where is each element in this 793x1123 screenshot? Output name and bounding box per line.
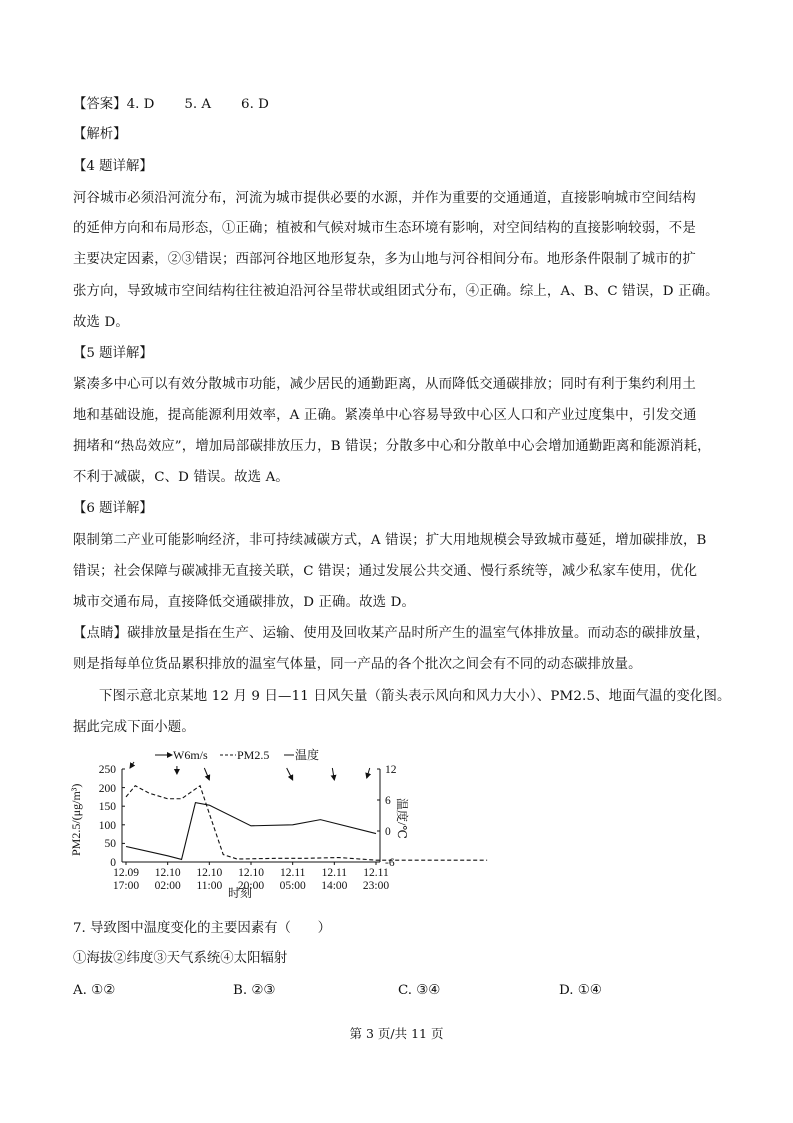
q7-stem: 7. 导致图中温度变化的主要因素有（ ） xyxy=(73,921,332,936)
q4-line-5: 故选 D。 xyxy=(73,315,129,330)
answer-5: 5. A xyxy=(184,97,212,112)
q4-line-2: 的延伸方向和布局形态，①正确；植被和气候对城市生态环境有影响，对空间结构的直接影响较弱，不是 xyxy=(73,221,696,236)
wind-arrow xyxy=(287,768,293,780)
plot-layer xyxy=(113,762,487,892)
y-right-tick-neg6: -6 xyxy=(385,857,395,869)
legend-temp-label: 温度 xyxy=(295,748,320,762)
q5-line-1: 紧凑多中心可以有效分散城市功能，减少居民的通勤距离，从而降低交通碳排放；同时有利于集约利用土 xyxy=(73,377,696,392)
page-footer: 第 3 页/共 11 页 xyxy=(349,1026,444,1041)
q4-line-3: 主要决定因素，②③错误；西部河谷地区地形复杂，多为山地与河谷相间分布。地形条件限制了城市的扩 xyxy=(73,252,696,267)
wind-arrow xyxy=(130,762,134,768)
option-c: C. ③④ xyxy=(398,983,441,998)
option-a: A. ①② xyxy=(73,983,116,998)
y-right-tick-0: 0 xyxy=(385,826,391,838)
x-tick-label-date: 12.09 xyxy=(113,867,139,879)
x-tick-label-time: 23:00 xyxy=(362,880,390,892)
x-tick-label-time: 20:00 xyxy=(237,880,265,892)
y-left-tick-250: 250 xyxy=(98,764,116,776)
pm25-series-line xyxy=(126,786,487,860)
intro-line-2: 据此完成下面小题。 xyxy=(73,720,195,735)
q6-line-1: 限制第二产业可能影响经济，非可持续减碳方式，A 错误；扩大用地规模会导致城市蔓延，增加碳排放，B xyxy=(73,533,707,548)
x-tick-label-date: 12.11 xyxy=(363,867,389,879)
option-b: B. ②③ xyxy=(233,983,276,998)
x-axis-label: 时刻 xyxy=(227,886,253,900)
y-left-tick-100: 100 xyxy=(98,820,116,832)
q5-line-2: 地和基础设施，提高能源利用效率，A 正确。紧凑单中心容易导致中心区人口和产业过度集中，引发交通 xyxy=(73,408,697,423)
x-tick-label-date: 12.10 xyxy=(238,867,264,879)
answer-4: 4. D xyxy=(126,97,155,112)
q6-line-3: 城市交通布局，直接降低交通碳排放，D 正确。故选 D。 xyxy=(73,595,416,610)
y-right-tick-12: 12 xyxy=(385,764,397,776)
x-tick-label-time: 02:00 xyxy=(154,880,181,892)
q4-line-4: 张方向，导致城市空间结构往往被迫沿河谷呈带状或组团式分布，④正确。综上，A、B、C 错误，D 正确。 xyxy=(73,284,719,299)
wind-arrow xyxy=(367,768,370,778)
option-d: D. ①④ xyxy=(559,983,602,998)
y-left-label: PM2.5/(μg/m³) xyxy=(69,783,83,856)
wind-arrow xyxy=(204,768,209,780)
y-left-tick-200: 200 xyxy=(98,783,116,795)
x-tick-label-time: 17:00 xyxy=(112,880,140,892)
legend-wind-label: W6m/s xyxy=(173,748,208,762)
x-tick-label-date: 12.11 xyxy=(321,867,348,879)
q5-heading: 【5 题详解】 xyxy=(73,346,153,361)
answer-line xyxy=(73,95,269,115)
note-line-1: 【点睛】碳排放量是指在生产、运输、使用及回收某产品时所产生的温室气体排放量。而动态的碳排放量， xyxy=(73,626,710,641)
analysis-label: 【解析】 xyxy=(73,127,127,142)
x-tick-label-time: 14:00 xyxy=(321,880,348,892)
y-left-tick-0: 0 xyxy=(110,857,116,869)
q5-line-3: 拥堵和“热岛效应”，增加局部碳排放压力，B 错误；分散多中心和分散单中心会增加通勤距离和能源消耗， xyxy=(73,439,711,454)
x-tick-label-date: 12.10 xyxy=(154,867,181,879)
x-tick-label-time: 11:00 xyxy=(196,880,223,892)
note-line-2: 则是指每单位货品累积排放的温室气体量，同一产品的各个批次之间会有不同的动态碳排放量。 xyxy=(73,657,642,672)
q6-heading: 【6 题详解】 xyxy=(73,501,153,516)
answer-6: 6. D xyxy=(241,97,269,112)
q6-line-2: 错误；社会保障与碳减排无直接关联，C 错误；通过发展公共交通、慢行系统等，减少私家车使用，优化 xyxy=(73,564,698,579)
intro-line-1: 下图示意北京某地 12 月 9 日—11 日风矢量（箭头表示风向和风力大小）、PM2.5、地面气温的变化图。 xyxy=(99,689,731,704)
y-right-tick-6: 6 xyxy=(385,795,391,807)
q4-line-1: 河谷城市必须沿河流分布，河流为城市提供必要的水源，并作为重要的交通通道，直接影响城市空间结构 xyxy=(73,191,696,206)
legend-pm-label: PM2.5 xyxy=(237,748,270,762)
x-tick-label-date: 12.10 xyxy=(196,867,223,879)
x-tick-label-time: 05:00 xyxy=(279,880,306,892)
y-left-tick-150: 150 xyxy=(98,801,116,813)
pm25-temperature-chart xyxy=(60,744,409,900)
answer-label: 【答案】 xyxy=(73,97,127,112)
q7-factors: ①海拔②纬度③天气系统④太阳辐射 xyxy=(73,951,288,966)
temperature-series-line xyxy=(126,803,376,860)
q4-heading: 【4 题详解】 xyxy=(73,159,153,174)
q5-line-4: 不利于减碳，C、D 错误。故选 A。 xyxy=(73,470,289,485)
y-right-label: 温度/℃ xyxy=(395,798,409,839)
y-left-tick-50: 50 xyxy=(104,838,116,850)
wind-arrow xyxy=(332,768,334,780)
x-tick-label-date: 12.11 xyxy=(279,867,306,879)
